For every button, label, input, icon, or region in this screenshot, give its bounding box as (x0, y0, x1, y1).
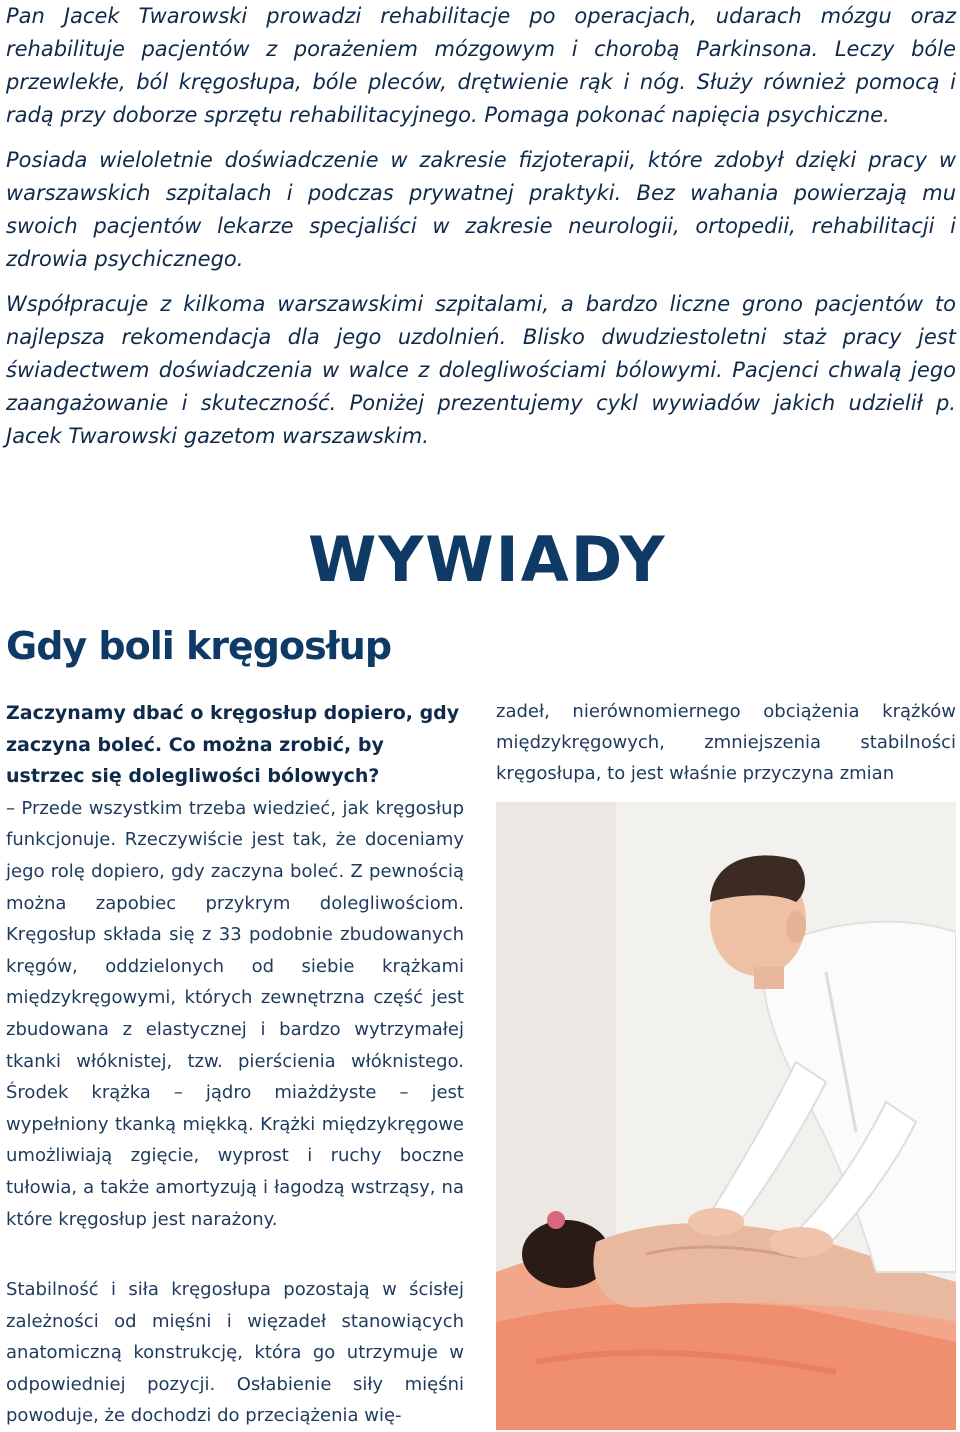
interview-answer: – Przede wszystkim trzeba wiedzieć, jak kręgosłup funkcjonuje. Rzeczywiście jest tak, że doceniamy jego rolę dopiero, gdy zaczyna boleć. Z pewnością można zapobiec przykrym dolegliwościom. Kręgosłup składa się z 33 podobnie zbudowanych kręgów, oddzielonych od siebie krążkami międzykręgowymi, których zewnętrzna część jest zbudowana z elastycznej i bardzo wytrzymałej tkanki włóknistej, tzw. pierścienia włóknistego. Środek krążka – jądro miażdżyste – jest wypełniony tkanką miękką. Krążki międzykręgowe umożliwiają zgięcie, wyprost i ruchy boczne tułowia, a także amortyzują i łagodzą wstrząsy, na które kręgosłup jest narażony. (6, 797, 464, 1230)
interview-question: Zaczynamy dbać o kręgosłup dopiero, gdy zaczyna boleć. Co można zrobić, by ustrzec się dolegliwości bólowych? (6, 702, 460, 788)
intro-paragraph-2: Posiada wieloletnie doświadczenie w zakresie fizjoterapii, które zdobył dzięki pracy w warszawskich szpitalach i podczas prywatnej praktyki. Bez wahania powierzają mu swoich pacjentów lekarze specjaliści w zakresie neurologii, ortopedii, rehabilitacji i zdrowia psychicznego. (6, 148, 956, 271)
article-right-column (496, 696, 956, 789)
intro-paragraph-1: Pan Jacek Twarowski prowadzi rehabilitacje po operacjach, udarach mózgu oraz rehabilituje pacjentów z porażeniem mózgowym i chorobą Parkinsona. Leczy bóle przewlekłe, ból kręgosłupa, bóle pleców, drętwienie rąk i nóg. Służy również pomocą i radą przy doborze sprzętu rehabilitacyjnego. Pomaga pokonać napięcia psychiczne. (6, 4, 956, 127)
intro-paragraph-3: Współpracuje z kilkoma warszawskimi szpitalami, a bardzo liczne grono pacjentów to najlepsza rekomendacja dla jego uzdolnień. Blisko dwudziestoletni staż pracy jest świadectwem doświadczenia w walce z dolegliwościami bólowymi. Pacjenci chwalą jego zaangażowanie i skuteczność. Poniżej prezentujemy cykl wywiadów jakich udzielił p. Jacek Twarowski gazetom warszawskim. (6, 292, 956, 448)
section-title: WYWIADY (308, 523, 667, 596)
article-title: Gdy boli kręgosłup (6, 624, 392, 668)
article-left-column-bottom (6, 1274, 464, 1432)
article-paragraph-2: Stabilność i siła kręgosłupa pozostają w ścisłej zależności od mięśni i więzadeł stanowiących anatomiczną konstrukcję, która go utrzymuje w odpowiedniej pozycji. Osłabienie siły mięśni powoduje, że dochodzi do przeciążenia wię- (6, 1279, 464, 1427)
article-continuation: zadeł, nierównomiernego obciążenia krążków międzykręgowych, zmniejszenia stabilności kręgosłupa, to jest właśnie przyczyna zmian (496, 701, 956, 784)
therapy-photo (496, 802, 956, 1430)
article-left-column (6, 698, 464, 1235)
intro-text (6, 0, 956, 465)
